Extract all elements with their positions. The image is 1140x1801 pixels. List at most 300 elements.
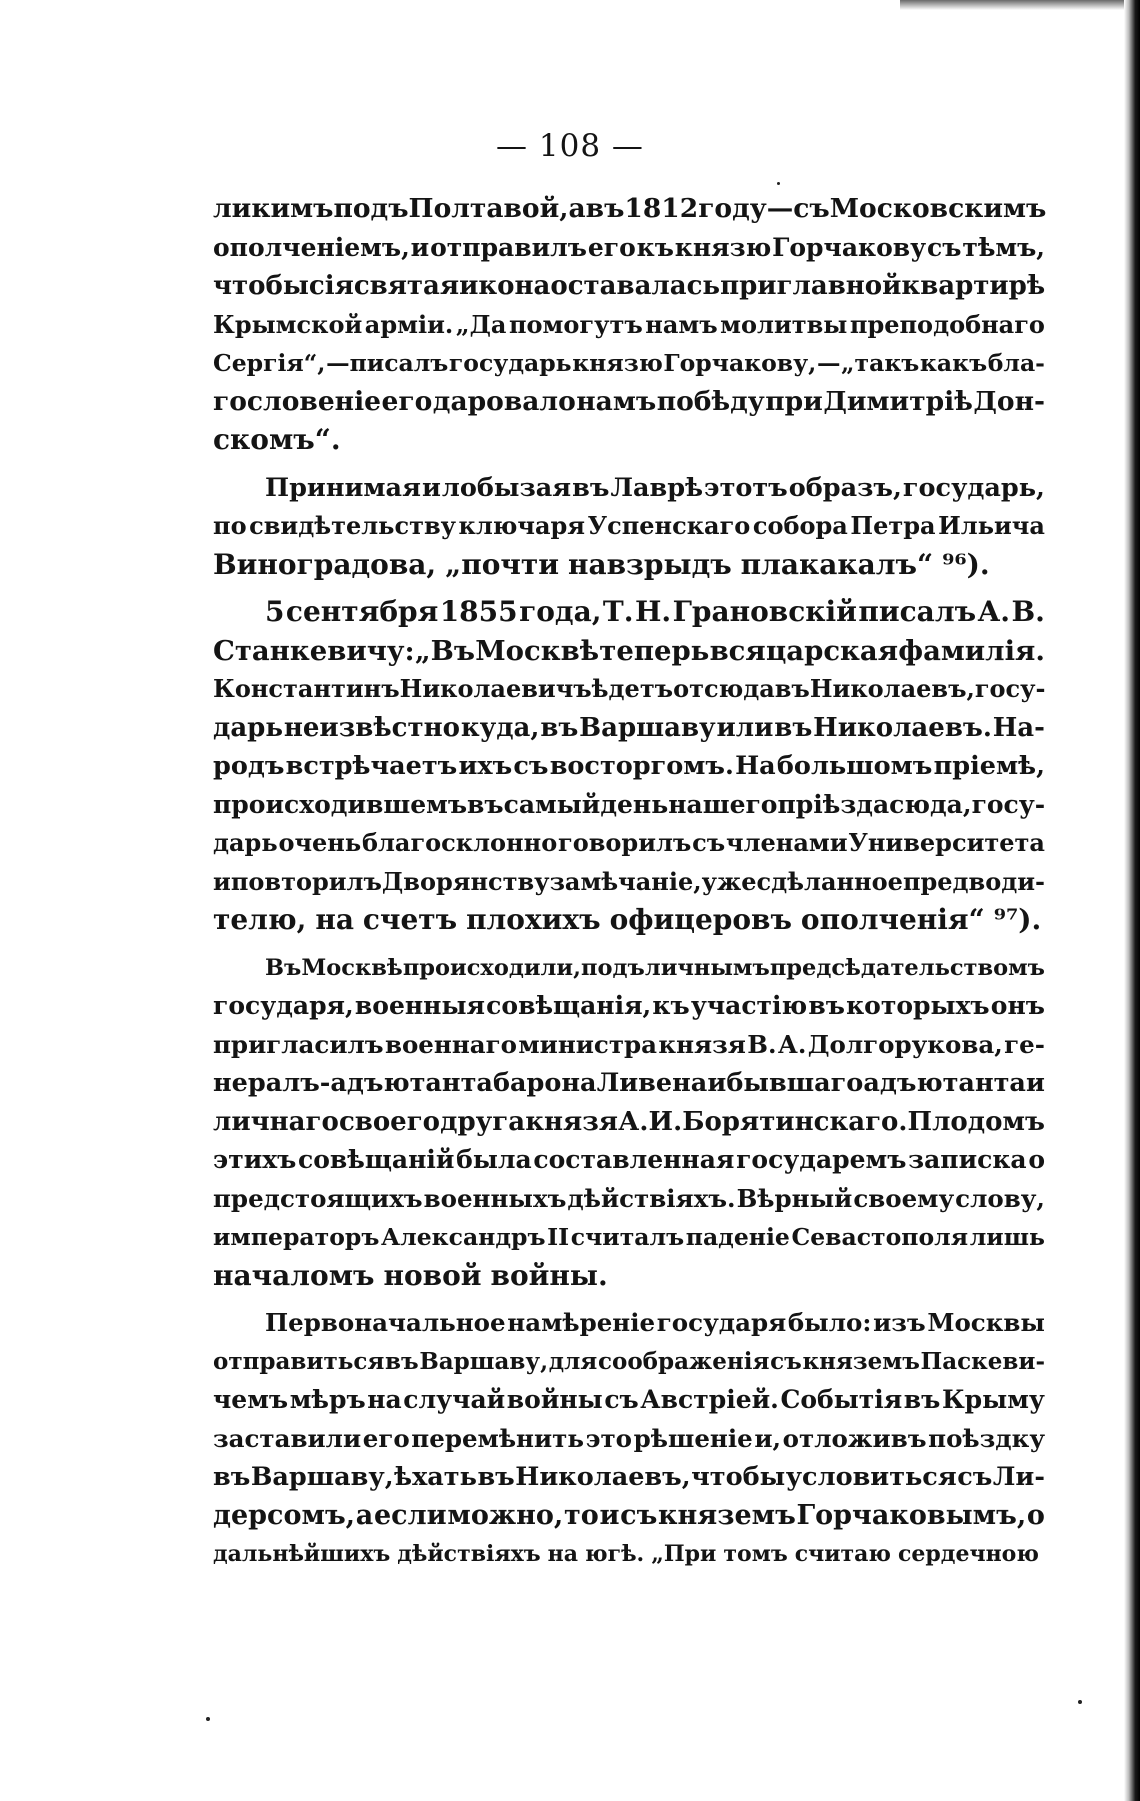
text-line [213,632,1045,671]
word: къ [652,991,690,1020]
word: членами [726,828,848,857]
word: Т. [602,595,634,628]
word: Крыму [941,1385,1045,1414]
word: Принимая [265,472,421,503]
word: Успенскаго [587,511,751,540]
word: томъ [723,1541,788,1567]
word: повторилъ [230,866,382,896]
word: сердечною [898,1541,1039,1567]
word: государь, [902,472,1045,503]
scan-shadow-top [900,0,1140,10]
word: Варшаву [579,712,716,743]
word: случай [403,1385,506,1414]
word: очень [278,828,362,857]
paragraph [213,949,1045,1296]
word: госу- [971,789,1046,819]
word: — [766,193,794,224]
word: князю [572,349,663,377]
word: отправиться [213,1347,385,1375]
word: Лаврѣ [610,472,704,503]
text-line [213,709,1045,748]
word: чтобы [213,271,309,301]
word: паденіе [685,1223,790,1251]
word: заставили [213,1423,362,1453]
ink-speck [206,1717,210,1721]
word: даровало [432,385,576,417]
word: дѣйствіяхъ [397,1541,541,1567]
ink-speck [777,182,780,185]
word: съ [692,828,726,857]
word: подъ [581,954,645,981]
text-line [213,306,1045,345]
word: Дон- [973,385,1045,417]
word: бла- [987,349,1045,377]
text-line [213,344,1045,383]
text-line [213,190,1045,229]
word: предстоящихъ [213,1183,423,1213]
word: Ливена [596,1068,708,1098]
word: подъ [333,193,409,224]
word: свидѣтельству [249,511,456,540]
word: ѣхать [394,1462,477,1492]
text-line [213,1141,1045,1180]
word: предводи- [902,866,1045,896]
word: при [720,271,777,301]
word: святая [353,271,460,301]
word: госу- [974,674,1046,703]
word: новой [383,1258,482,1292]
word: сентября [285,595,439,628]
word: князя [658,1029,746,1059]
word: 1855 [439,595,518,628]
word: А. [777,1029,807,1059]
word: замѣчаніе, [549,866,702,896]
word: писалъ [858,595,977,628]
word: Въ [265,954,302,981]
word: лобызая [441,472,572,503]
word: началомъ [213,1258,375,1292]
word: большомъ [776,751,933,781]
word: вся [709,634,766,667]
word: Николаевъ, [515,1462,691,1492]
text-line [213,1180,1045,1219]
word: личнымъ [644,954,770,981]
paragraph-gap [213,584,1045,593]
word: участію [690,991,808,1020]
word: государь [448,349,572,377]
word: этотъ [704,472,788,503]
word: ликимъ [213,193,334,224]
text-line [213,1064,1045,1103]
word: можно, [447,1499,564,1531]
word: „почти [445,547,560,581]
word: плохихъ [466,903,601,936]
word: князю [674,232,772,262]
word: то [563,1499,599,1531]
word: или [716,712,774,743]
word: и [213,866,231,896]
word: Николаевичъ [399,674,592,703]
word: царская [765,634,899,667]
word: совѣщаній [298,1145,455,1174]
word: и, [754,1423,782,1453]
word: собора [752,511,848,540]
word: арміи. [364,309,454,339]
paragraph-gap [213,1295,1045,1304]
word: Александръ [381,1223,546,1251]
word: и [410,232,430,262]
word: В. [747,1029,777,1059]
page-number: — 108 — [496,128,644,164]
word: этихъ [213,1145,297,1174]
word: своему [853,1183,955,1213]
text-line [213,1103,1045,1142]
text-line [213,469,1045,508]
word: лишь [969,1223,1045,1251]
word: съ [927,232,962,262]
word: и [1026,1068,1045,1098]
text-line [213,901,1045,940]
word: Петра [850,511,936,540]
paragraph [213,1304,1045,1574]
text-line [213,1343,1045,1382]
word: князя [525,1106,619,1137]
word: Виноградова, [213,547,437,581]
word: сія [308,271,354,301]
word: Борятинскаго. [682,1106,908,1137]
text-line [213,949,1045,988]
paragraph [213,190,1045,460]
text-line [213,1497,1045,1536]
ink-speck [1078,1700,1082,1704]
word: происходившемъ [213,789,468,819]
page-body [213,190,1045,1574]
word: Димитріѣ [823,385,973,417]
word: Долгорукова, [807,1029,1003,1059]
word: молитвы [720,309,848,339]
word: фамилія. [898,634,1045,667]
word: совѣщанія, [486,991,652,1020]
word: Москвы [927,1308,1045,1337]
word: „такъ [841,349,920,377]
word: на [315,903,354,936]
word: его [587,232,636,262]
word: въ [385,1347,419,1375]
text-line [213,1535,1045,1574]
paragraph-gap [213,460,1045,469]
word: нашего [668,789,778,819]
word: Университета [848,828,1045,857]
word: его [362,1423,410,1453]
word: Событія [780,1385,903,1414]
word: адъютанта [863,1068,1026,1098]
text-line [213,1420,1045,1459]
word: а [568,193,586,224]
word: записка [908,1145,1027,1174]
word: дѣйствіяхъ. [567,1183,736,1213]
word: И. [648,1106,683,1137]
word: дерсомъ, [213,1499,356,1531]
word: „Въ [414,634,475,667]
word: Москвѣ [301,954,403,981]
word: побѣду [656,385,765,417]
word: На- [992,712,1045,743]
word: пригласилъ [213,1029,384,1059]
word: Крымской [213,309,363,339]
text-line [213,863,1045,902]
word: дарь [213,712,284,743]
word: икона [459,271,551,301]
word: На [735,751,776,781]
word: рѣшеніе [633,1423,753,1453]
word: въ [585,193,625,224]
text-line [213,987,1045,1026]
word: неизвѣстно [283,712,460,743]
text-line [213,670,1045,709]
word: уже [701,866,757,896]
word: Грановскій [672,595,857,628]
word: княземъ [658,1499,796,1531]
word: помогутъ [508,309,643,339]
word: Горчаковымъ, [796,1499,1027,1531]
paragraph-gap [213,940,1045,949]
word: ге- [1004,1029,1045,1059]
word: о [1028,1145,1045,1174]
word: военныя [354,991,485,1020]
word: мѣръ [289,1385,366,1414]
word: на [547,1541,578,1567]
word: военныхъ [423,1183,567,1213]
word: году [698,193,767,224]
word: телю, [213,903,307,936]
word: въ [213,1462,251,1492]
text-line [213,786,1045,825]
word: на [367,1385,402,1414]
word: Австріей. [640,1385,779,1414]
word: онъ [990,991,1045,1020]
word: чемъ [213,1385,289,1414]
word: сюда, [889,789,972,819]
text-line [213,546,1045,585]
word: его [381,385,433,417]
word: II [547,1223,570,1251]
word: Варшаву, [250,1462,394,1492]
word: своего [338,1106,440,1137]
word: Полтавой, [408,193,569,224]
word: и [421,472,441,503]
word: при [765,385,823,417]
word: ихъ [458,751,513,781]
word: дальнѣйшихъ [213,1541,391,1567]
word: для [548,1347,598,1375]
paragraph [213,469,1045,585]
word: перемѣнить [411,1423,584,1453]
word: Константинъ [213,674,400,703]
word: съ [770,1347,802,1375]
word: Николаевъ, [809,674,975,703]
word: образъ, [788,472,902,503]
word: какъ [919,349,988,377]
word: „При [651,1541,717,1567]
word: В. [1011,595,1045,628]
word: ⁹⁷). [993,903,1042,936]
text-line [213,1257,1045,1296]
word: въ [774,712,813,743]
word: происходили, [402,954,581,981]
word: въ [477,1462,515,1492]
word: самый [503,789,601,819]
word: 1812 [624,193,699,224]
text-line [213,229,1045,268]
word: —писалъ [326,349,449,377]
word: въ [903,1385,941,1414]
word: Горчакову, [663,349,817,377]
word: навзрыдъ [567,547,732,581]
word: предсѣдательствомъ [769,954,1045,981]
word: съ [604,1385,639,1414]
word: Ли- [992,1462,1045,1492]
word: намѣреніе [507,1308,656,1337]
word: Н. [634,595,672,628]
word: съ [957,1462,993,1492]
word: Паскеви- [920,1347,1045,1375]
word: квартирѣ [901,271,1046,301]
word: государя, [213,991,354,1020]
word: къ [636,232,674,262]
word: — [816,349,841,377]
text-line [213,747,1045,786]
word: соображенія [598,1347,770,1375]
text-line [213,1381,1045,1420]
word: княземъ [802,1347,920,1375]
word: Дворянству [381,866,550,896]
word: куда, [460,712,540,743]
word: Плодомъ [907,1106,1045,1137]
word: личнаго [213,1106,339,1137]
word: гословеніе [213,385,382,417]
word: условиться [785,1462,957,1492]
word: и [599,1499,620,1531]
word: пріемѣ, [933,751,1045,781]
word: войны. [490,1258,608,1292]
word: года, [519,595,602,628]
word: югѣ. [585,1541,645,1567]
word: Ильича [938,511,1045,540]
word: нералъ-адъютанта [213,1068,493,1098]
word: Первоначальное [265,1308,506,1337]
word: было: [787,1308,872,1337]
word: которыхъ [846,991,990,1020]
word: теперь [599,634,710,667]
text-line [213,824,1045,863]
word: ополченіемъ, [213,232,410,262]
word: по [213,511,247,540]
word: дарь [213,828,278,857]
word: считалъ [570,1223,685,1251]
text-line [213,1458,1045,1497]
word: въ [774,674,810,703]
word: и [707,1068,727,1098]
word: день [600,789,669,819]
word: государемъ [736,1145,907,1174]
word: Московскимъ [829,193,1047,224]
word: изъ [873,1308,926,1337]
word: въ [572,472,610,503]
word: съ [793,193,830,224]
word: съ [513,751,549,781]
word: пріѣзда [777,789,890,819]
word: Николаевъ. [813,712,992,743]
word: скомъ“. [213,423,341,456]
word: императоръ [213,1223,380,1251]
word: Москвѣ [475,634,600,667]
word: оставалась [550,271,721,301]
text-line [213,1218,1045,1257]
word: друга [440,1106,526,1137]
word: въ [540,712,579,743]
word: ⁹⁶). [942,547,990,581]
word: о [1026,1499,1045,1531]
word: благосклонно [361,828,558,857]
word: отложивъ [782,1423,927,1453]
word: если [373,1499,447,1531]
word: главной [776,271,902,301]
word: въ [808,991,845,1020]
word: составленная [533,1145,735,1174]
word: это [585,1423,633,1453]
text-line [213,1304,1045,1343]
word: съ [620,1499,658,1531]
word: встрѣчаетъ [285,751,458,781]
word: въ [467,789,504,819]
word: счетъ [362,903,458,936]
word: 5 [265,595,285,628]
word: а [355,1499,374,1531]
word: преподобнаго [849,309,1045,339]
text-line [213,267,1045,306]
word: ключаря [458,511,586,540]
word: поѣздку [928,1423,1045,1453]
word: намъ [576,385,657,417]
word: бывшаго [726,1068,864,1098]
word: А. [618,1106,649,1137]
word: государя [656,1308,787,1337]
word: Станкевичу: [213,634,415,667]
word: сдѣланное [756,866,903,896]
word: Севастополя [791,1223,969,1251]
word: Горчакову [772,232,927,262]
word: Варшаву, [419,1347,549,1375]
text-line [213,383,1045,422]
text-line [213,593,1045,632]
word: офицеровъ [609,903,792,936]
text-line [213,421,1045,460]
word: плакакалъ“ [740,547,934,581]
word: восторгомъ. [549,751,734,781]
word: Сергія“, [213,349,326,377]
text-line [213,507,1045,546]
word: отправилъ [430,232,587,262]
word: намъ [645,309,718,339]
word: слову, [955,1183,1045,1213]
text-line [213,1026,1045,1065]
word: чтобы [691,1462,786,1492]
word: тѣмъ, [962,232,1045,262]
word: А. [977,595,1011,628]
word: войны [506,1385,603,1414]
word: барона [493,1068,597,1098]
word: говорилъ [558,828,692,857]
